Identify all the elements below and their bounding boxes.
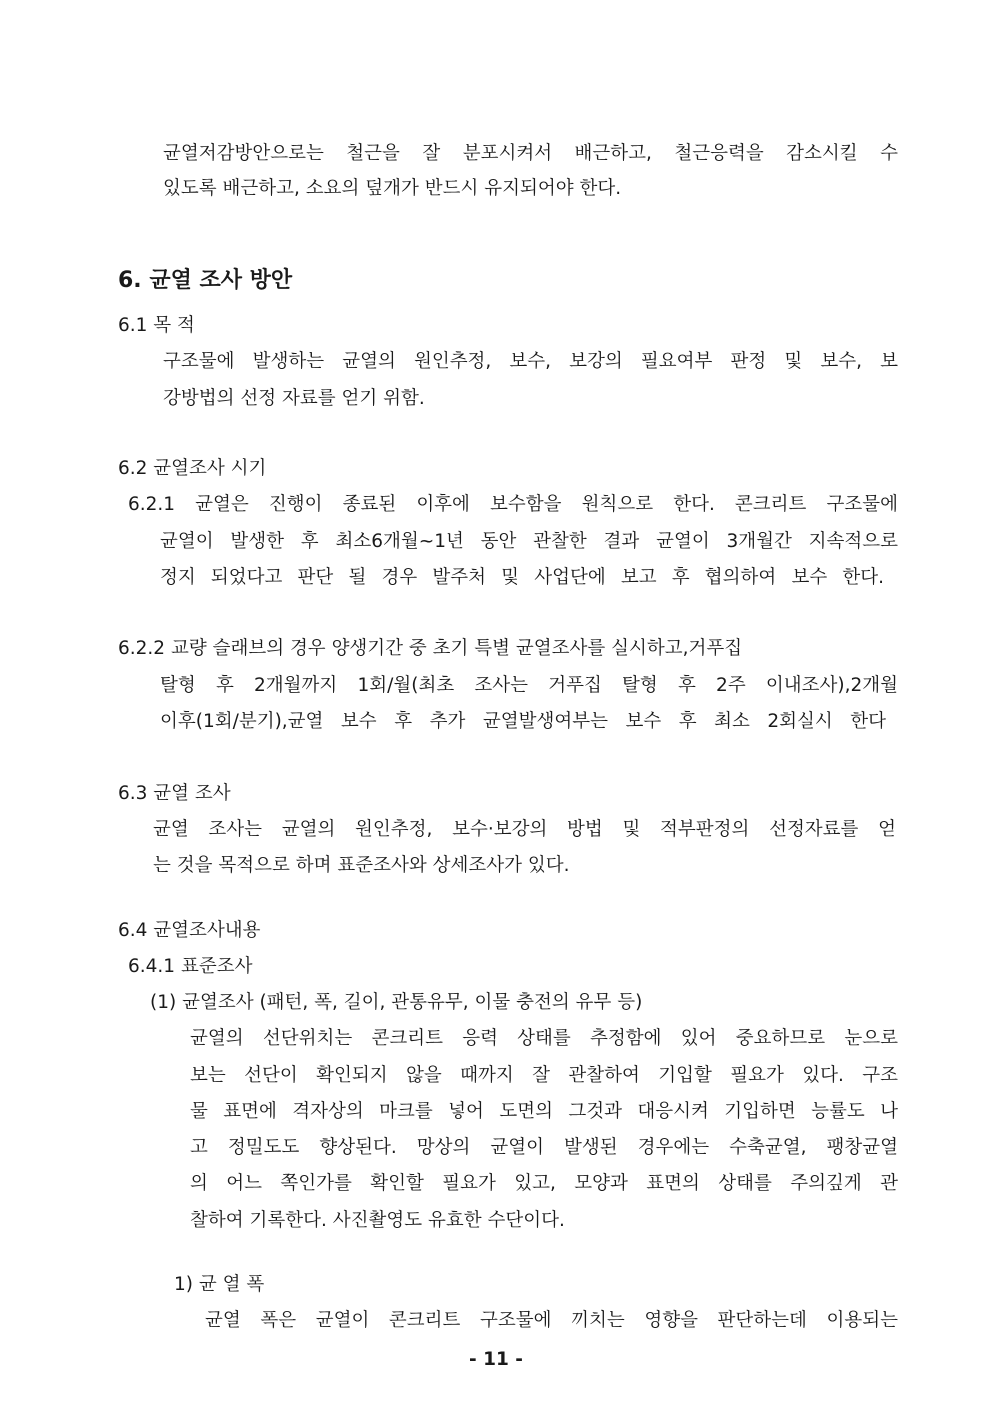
item-1-line-1: 균열의 선단위치는 콘크리트 응력 상태를 추정함에 있어 중요하므로 눈으로	[190, 1028, 898, 1049]
item-1-line-3: 물 표면에 격자상의 마크를 넣어 도면의 그것과 대응시켜 기입하면 능률도 나	[190, 1101, 898, 1122]
section-6-1-line-1: 구조물에 발생하는 균열의 원인추정, 보수, 보강의 필요여부 판정 및 보수, 보	[163, 351, 898, 372]
section-title: 6. 균열 조사 방안	[118, 268, 293, 293]
item-1-heading: (1) 균열조사 (패턴, 폭, 길이, 관통유무, 이물 충전의 유무 등)	[150, 992, 643, 1013]
sub-item-1-line-1: 균열 폭은 균열이 콘크리트 구조물에 끼치는 영향을 판단하는데 이용되는	[205, 1310, 898, 1331]
item-1-line-2: 보는 선단이 확인되지 않을 때까지 잘 관찰하여 기입할 필요가 있다. 구조	[190, 1065, 898, 1086]
section-6-4-1-heading: 6.4.1 표준조사	[128, 956, 253, 977]
sub-item-1-heading: 1) 균 열 폭	[174, 1274, 265, 1295]
section-6-2-heading: 6.2 균열조사 시기	[118, 458, 267, 479]
item-1-line-4: 고 정밀도도 향상된다. 망상의 균열이 발생된 경우에는 수축균열, 팽창균열	[190, 1137, 898, 1158]
section-6-2-2-line-3: 이후(1회/분기),균열 보수 후 추가 균열발생여부는 보수 후 최소 2회실시 한다	[160, 711, 886, 732]
intro-line-2: 있도록 배근하고, 소요의 덮개가 반드시 유지되어야 한다.	[163, 178, 622, 199]
section-6-2-2-line-2: 탈형 후 2개월까지 1회/월(최초 조사는 거푸집 탈형 후 2주 이내조사),2개월	[160, 675, 898, 696]
section-6-2-1-line-1: 6.2.1 균열은 진행이 종료된 이후에 보수함을 원칙으로 한다. 콘크리트 구조물에	[128, 494, 898, 515]
section-6-2-2-line-1: 6.2.2 교량 슬래브의 경우 양생기간 중 초기 특별 균열조사를 실시하고,거푸집	[118, 638, 743, 659]
section-6-4-heading: 6.4 균열조사내용	[118, 920, 261, 941]
section-6-3-heading: 6.3 균열 조사	[118, 783, 231, 804]
section-6-3-line-1: 균열 조사는 균열의 원인추정, 보수·보강의 방법 및 적부판정의 선정자료를 얻	[153, 819, 896, 840]
section-6-1-heading: 6.1 목 적	[118, 315, 195, 336]
item-1-line-6: 찰하여 기록한다. 사진촬영도 유효한 수단이다.	[190, 1210, 565, 1231]
section-6-3-line-2: 는 것을 목적으로 하며 표준조사와 상세조사가 있다.	[153, 855, 570, 876]
section-6-1-line-2: 강방법의 선정 자료를 얻기 위함.	[163, 388, 425, 409]
intro-line-1: 균열저감방안으로는 철근을 잘 분포시켜서 배근하고, 철근응력을 감소시킬 수	[163, 143, 898, 164]
page-number: - 11 -	[469, 1349, 523, 1370]
section-6-2-1-line-2: 균열이 발생한 후 최소6개월~1년 동안 관찰한 결과 균열이 3개월간 지속적으로	[160, 531, 898, 552]
item-1-line-5: 의 어느 쪽인가를 확인할 필요가 있고, 모양과 표면의 상태를 주의깊게 관	[190, 1173, 898, 1194]
section-6-2-1-line-3: 정지 되었다고 판단 될 경우 발주처 및 사업단에 보고 후 협의하여 보수 한다.	[160, 567, 884, 588]
